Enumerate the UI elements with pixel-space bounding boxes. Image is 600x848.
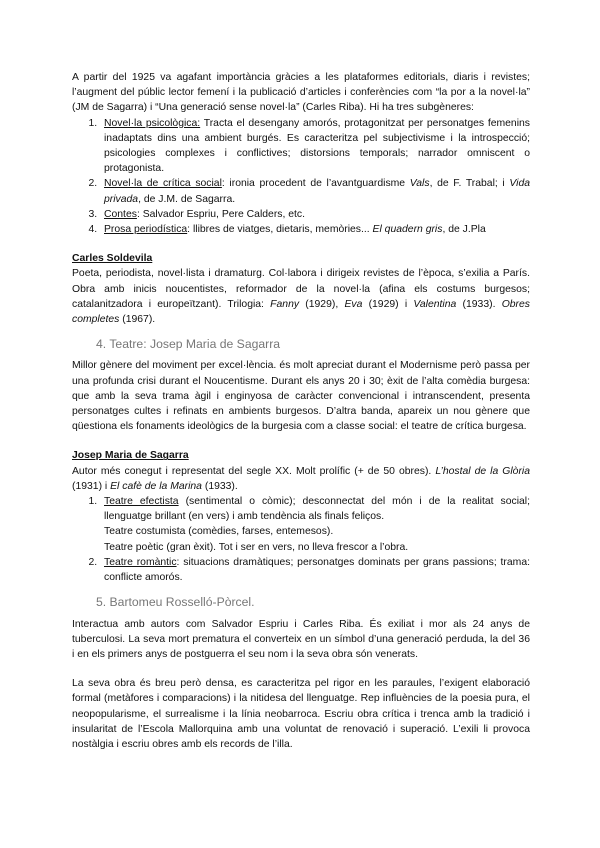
work-title: L’hostal de la Glòria (435, 465, 531, 477)
text: Poeta, periodista, novel·lista i dramaturg. Col·labora i dirigeix revistes de l’època, s’exilia a París. Obra amb inicis noucentistes, reformador de la novel·la (afina els costums burgesos; catalanitzadora i europeïtzant). Trilogia: (72, 268, 530, 310)
item-text: : situacions dramàtiques; personatges dominats per grans passions; trama: conflicte amorós. (104, 556, 530, 584)
item-text: : Salvador Espriu, Pere Calders, etc. (136, 208, 305, 220)
work-title: Fanny (270, 298, 300, 310)
work-title: El cafè de la Marina (110, 480, 202, 492)
section-heading-teatre: 4. Teatre: Josep Maria de Sagarra (96, 337, 281, 352)
text: Autor més conegut i representat del segle XX. Molt prolífic (+ de 50 obres). (72, 465, 436, 477)
work-title: Vida privada (104, 178, 530, 205)
item-text: : llibres de viatges, dietaris, memòries... (187, 224, 373, 236)
text: (1933). (201, 480, 238, 492)
text: (1967). (119, 314, 156, 326)
term: Teatre efectista (104, 496, 179, 508)
list-item (100, 555, 530, 585)
soldevila-heading: Carles Soldevila (72, 253, 153, 265)
work-title: Valentina (413, 298, 457, 310)
term: Contes (104, 208, 137, 220)
item-text: , de J.Pla (442, 224, 486, 236)
term: Novel·la psicològica: (104, 117, 201, 129)
text: (1929) i (362, 298, 414, 310)
work-title: Obres completes (72, 298, 530, 326)
intro-paragraph: A partir del 1925 va agafant importància gràcies a les plataformes editorials, diaris i revistes; l’augment del públic lector femení i la publicació d’articles i conferències com “la por a la novel·la” (JM de Sagarra) i “Una generació sense novel·la” (Carles Riba). Hi ha tres subgèneres: (72, 72, 530, 114)
teatre-paragraph: Millor gènere del moviment per excel·lència. és molt apreciat durant el Modernisme però passa per una profunda crisi durant el Noucentisme. Durant els anys 20 i 30; èxit de l’alta comèdia burgesa: que amb la seva trama àgil i enginyosa de caràcter convencional i intranscendent, presenta personatges cultes i refinats en ambients burgesos. D’altra banda, apareix un nou gènere que qüestiona els fonaments ideològics de la burgesia com a classe social: el teatre de crítica burgesa. (72, 360, 530, 433)
text: (1933). (456, 298, 502, 310)
work-title: Eva (344, 298, 363, 310)
sagarra-paragraph (72, 464, 530, 494)
sagarra-heading: Josep Maria de Sagarra (72, 450, 189, 462)
list-item (100, 494, 530, 555)
item-text: , de F. Trabal; i (429, 178, 510, 190)
item-text: Tracta el desengany amorós, protagonitzat per personatges femenins inadaptats dins una ambient burgés. Es caracteritza pel subjectivisme i la introspecció; psicologies complexes i conflictives; distorsions temporals; narrador omniscent o protagonista. (104, 117, 530, 175)
work-title: Vals (409, 178, 430, 190)
term: Novel·la de crítica social (104, 178, 222, 190)
work-title: El quadern gris (372, 224, 443, 236)
text: (1931) i (72, 480, 111, 492)
list-item (100, 222, 530, 237)
teatre-types-list (72, 494, 530, 585)
item-text: (sentimental o còmic); desconnectat del món i de la realitat social; llenguatge brillant (en vers) i amb tendència als finals feliços. (104, 496, 531, 523)
item-text: : ironia procedent de l’avantguardisme (221, 178, 410, 190)
sub-line: Teatre poètic (gran èxit). Tot i ser en vers, no lleva frescor a l’obra. (104, 541, 409, 553)
rossello-paragraph-2: La seva obra és breu però densa, es caracteritza pel rigor en les paraules, l’exigent elaboració formal (metàfores i comparacions) i la nitidesa del llenguatge. Rep influències de la poesia pura, el neopopularisme, el surrealisme i la línia neobarroca. Escriu obra crítica i trenca amb la tradició i insularitat de l’Escola Mallorquina amb una voluntat de renovació i superació. L’exili li provoca nostàlgia i escriu obres amb els records de l’illa. (72, 678, 530, 750)
item-text: , de J.M. de Sagarra. (138, 193, 236, 205)
list-item (100, 207, 530, 222)
term: Prosa periodística (104, 224, 188, 236)
term: Teatre romàntic (104, 556, 177, 568)
list-item (100, 176, 530, 206)
text: (1929), (299, 298, 345, 310)
rossello-paragraph-1: Interactua amb autors com Salvador Espriu i Carles Riba. És exiliat i mor als 24 anys de tuberculosi. La seva mort prematura el converteix en un símbol d’una generació perduda, la del 36 i en els primers anys de postguerra el seu nom i la seva obra són venerats. (72, 618, 530, 660)
sub-line: Teatre costumista (comèdies, farses, entemesos). (104, 526, 334, 538)
subgenres-list (72, 116, 530, 238)
list-item (100, 116, 530, 177)
document-page (72, 70, 530, 752)
soldevila-paragraph (72, 266, 530, 327)
section-heading-rossello: 5. Bartomeu Rosselló-Pòrcel. (96, 595, 255, 610)
